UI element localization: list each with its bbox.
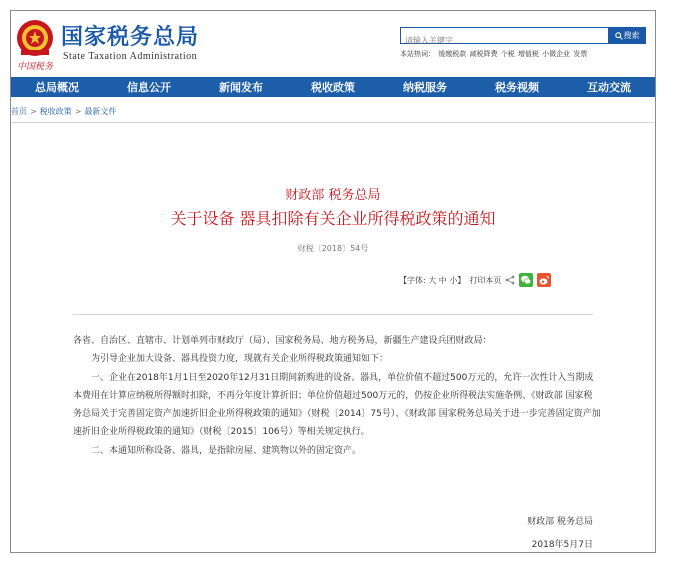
article-tools <box>399 273 551 287</box>
font-size-large[interactable]: 大 <box>428 275 437 285</box>
font-size-medium[interactable]: 中 <box>438 275 447 285</box>
site-title[interactable]: 国家税务总局 <box>61 25 200 50</box>
seal-text: 中国税务 <box>17 62 54 72</box>
search-icon <box>615 32 623 40</box>
nav-item-service[interactable]: 纳税服务 <box>403 81 447 94</box>
hot-word[interactable]: 增值税 <box>517 50 539 58</box>
hot-word[interactable]: 个税 <box>500 50 515 58</box>
national-emblem-icon <box>15 18 55 58</box>
nav-item-disclosure[interactable]: 信息公开 <box>127 81 171 94</box>
font-size-label: 【字体: <box>399 275 426 285</box>
site-subtitle: State Taxation Administration <box>63 51 198 62</box>
breadcrumb-separator: > <box>74 107 82 116</box>
hot-word[interactable]: 缓缴税款 <box>438 50 467 58</box>
wechat-icon[interactable] <box>519 273 533 287</box>
hot-words-label: 本站热词： <box>400 50 435 58</box>
article-doc-number: 财税〔2018〕54号 <box>297 244 369 253</box>
search-button-label: 搜索 <box>623 31 640 40</box>
article-divider <box>73 314 593 315</box>
article-paragraph: 一、企业在2018年1月1日至2020年12月31日期间新购进的设备、器具，单位价值不超过500万元的，允许一次性计入当期成本费用在计算应纳税所得额时扣除，不再分年度计算折旧；单位价值超过500万元的，仍按企业所得税法实施条例、《财政部 国家税务总局关于完善固定资产加速折旧企业所得税政策的通知》（财税〔2014〕75号）、《财政部 国家税务总局关于进一步完善固定资产加速折旧企业所得税政策的通知》（财税〔2015〕106号）等相关规定执行。 <box>73 372 601 438</box>
weibo-icon[interactable] <box>537 273 551 287</box>
page-frame <box>10 10 656 553</box>
main-nav <box>11 77 655 97</box>
article-title: 关于设备 器具扣除有关企业所得税政策的通知 <box>170 209 496 228</box>
article-paragraph: 各省、自治区、直辖市、计划单列市财政厅（局）、国家税务局、地方税务局，新疆生产建设兵团财政局： <box>73 336 492 346</box>
share-icon[interactable] <box>505 275 515 285</box>
print-link[interactable]: 打印本页 <box>469 275 502 285</box>
breadcrumb <box>11 106 116 117</box>
hot-word[interactable]: 发票 <box>573 50 588 58</box>
nav-item-interaction[interactable]: 互动交流 <box>587 81 631 94</box>
hot-words <box>400 49 588 59</box>
breadcrumb-latest[interactable]: 最新文件 <box>84 107 117 116</box>
article-paragraph: 二、本通知所称设备、器具，是指除房屋、建筑物以外的固定资产。 <box>91 445 362 456</box>
breadcrumb-separator: > <box>30 107 37 116</box>
breadcrumb-divider <box>11 122 655 123</box>
font-size-bracket: 】 <box>457 275 466 285</box>
nav-item-news[interactable]: 新闻发布 <box>219 81 263 94</box>
breadcrumb-home[interactable]: 首页 <box>11 107 27 116</box>
search-input[interactable] <box>401 34 609 47</box>
article-department: 财政部 税务总局 <box>285 188 381 203</box>
nav-item-overview[interactable]: 总局概况 <box>35 81 79 94</box>
font-size-small[interactable]: 小 <box>449 275 458 285</box>
article-paragraph: 为引导企业加大设备、器具投资力度，现就有关企业所得税政策通知如下： <box>91 354 389 365</box>
site-header <box>11 11 655 77</box>
article-date: 2018年5月7日 <box>531 540 593 550</box>
nav-item-policy[interactable]: 税收政策 <box>311 81 355 94</box>
breadcrumb-policy[interactable]: 税收政策 <box>39 107 72 116</box>
search-box <box>400 27 610 44</box>
hot-word[interactable]: 减税降费 <box>469 50 498 58</box>
article-body <box>73 332 601 460</box>
search-button[interactable] <box>608 27 646 44</box>
hot-word[interactable]: 小微企业 <box>542 50 571 58</box>
nav-item-video[interactable]: 税务视频 <box>495 81 539 94</box>
article-signature: 财政部 税务总局 <box>527 517 593 527</box>
